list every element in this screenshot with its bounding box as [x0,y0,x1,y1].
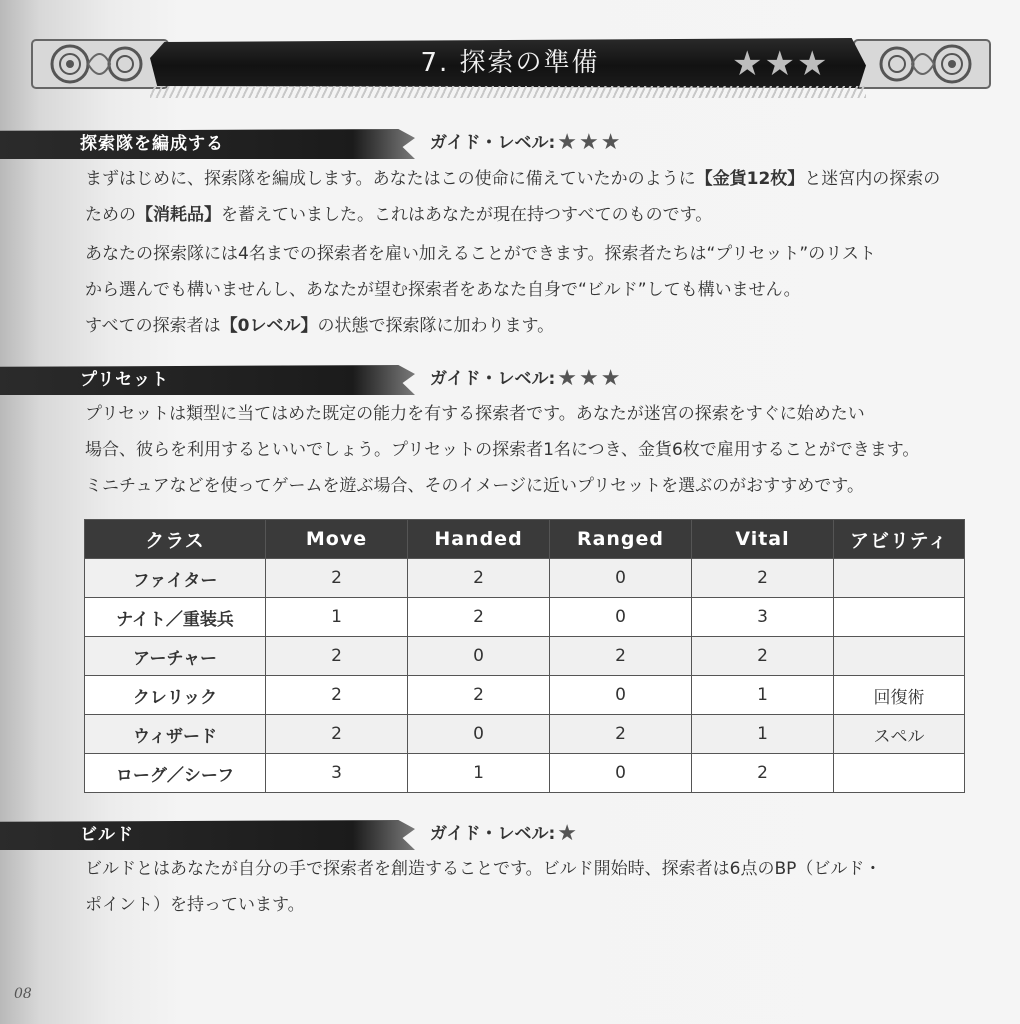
table-cell: 2 [266,637,408,676]
table-row [85,754,965,793]
text: 場合、彼らを利用するといいでしょう。プリセットの探索者1名につき、金貨6枚で雇用することができます。 [85,440,920,460]
text: プリセットは類型に当てはめた既定の能力を有する探索者です。あなたが迷宮の探索をすぐに始めたい [85,404,865,424]
star-icon: ★ [557,130,578,155]
table-cell: ウィザード [85,715,266,754]
table-cell: 1 [692,676,834,715]
table-cell: 1 [408,754,550,793]
table-cell: スペル [834,715,965,754]
guide-level-label: ガイド・レベル: [430,133,556,153]
section-title-build: ビルド [80,825,134,845]
section-bar-preset [0,365,415,395]
page-title: 7. 探索の準備 [420,48,600,78]
text: ための [85,205,136,225]
table-cell: 0 [408,637,550,676]
text: から選んでも構いませんし、あなたが望む探索者をあなた自身で“ビルド”しても構いません。 [85,280,801,300]
preset-stats-table [84,519,965,793]
title-difficulty-stars [732,44,827,84]
table-cell: 回復術 [834,676,965,715]
build-paragraph [85,851,985,923]
table-row [85,559,965,598]
party-paragraph-1 [85,161,985,233]
table-cell: 2 [692,754,834,793]
table-cell: アーチャー [85,637,266,676]
table-cell: 2 [550,637,692,676]
table-row [85,598,965,637]
text: ポイント）を持っています。 [85,895,305,915]
table-row [85,715,965,754]
table-cell: 0 [408,715,550,754]
table-cell: 0 [550,598,692,637]
column-header: Vital [692,520,834,559]
text: の状態で探索隊に加わります。 [317,316,555,336]
table-cell: ファイター [85,559,266,598]
star-icon: ★ [557,366,578,391]
table-cell [834,637,965,676]
text: を蓄えていました。これはあなたが現在持つすべてのものです。 [221,205,713,225]
party-paragraph-2 [85,236,985,344]
section-bar-build [0,820,415,850]
guide-level-preset [430,364,621,394]
table-cell: 1 [692,715,834,754]
emphasis-gold: 【金貨12枚】 [695,169,805,189]
star-icon: ★ [732,44,763,84]
column-header: アビリティ [834,520,965,559]
table-cell: 0 [550,676,692,715]
column-header: Ranged [550,520,692,559]
star-icon: ★ [764,44,795,84]
star-icon: ★ [796,44,828,84]
table-cell: 2 [408,676,550,715]
page-number: 08 [14,986,32,1002]
guide-level-label: ガイド・レベル: [430,824,556,844]
table-cell: 3 [266,754,408,793]
column-header: Handed [408,520,550,559]
column-header: Move [266,520,408,559]
star-icon: ★ [579,366,599,391]
emphasis-consumables: 【消耗品】 [136,205,221,225]
table-cell: 2 [692,559,834,598]
table-cell: 1 [266,598,408,637]
table-cell: 3 [692,598,834,637]
table-cell: 2 [266,559,408,598]
table-cell: 2 [266,676,408,715]
text: ビルドとはあなたが自分の手で探索者を創造することです。ビルド開始時、探索者は6点のBP（ビルド・ [85,859,882,879]
table-cell [834,754,965,793]
table-cell: 2 [266,715,408,754]
star-icon: ★ [579,130,599,155]
text: と迷宮内の探索の [804,169,941,189]
text: あなたの探索隊には4名までの探索者を雇い加えることができます。探索者たちは“プリセット”のリスト [85,244,876,264]
table-cell: 2 [408,598,550,637]
table-cell: クレリック [85,676,266,715]
table-cell: ローグ／シーフ [85,754,266,793]
table-cell: ナイト／重装兵 [85,598,266,637]
table-cell: 2 [692,637,834,676]
table-cell: 0 [550,559,692,598]
section-title-preset: プリセット [80,370,170,390]
table-cell [834,598,965,637]
guide-level-build [430,819,577,849]
star-icon: ★ [600,366,621,391]
table-header-row [85,520,965,559]
table-row [85,637,965,676]
star-icon: ★ [557,821,578,846]
guide-level-label: ガイド・レベル: [430,369,556,389]
table-cell: 2 [550,715,692,754]
table-cell: 2 [408,559,550,598]
table-cell: 0 [550,754,692,793]
emphasis-level: 【0レベル】 [220,316,318,336]
text: すべての探索者は [85,316,221,336]
text: ミニチュアなどを使ってゲームを遊ぶ場合、そのイメージに近いプリセットを選ぶのがおすすめです。 [85,476,864,496]
guide-level-party [430,128,621,158]
star-icon: ★ [600,130,621,155]
table-row [85,676,965,715]
table-cell [834,559,965,598]
column-header: クラス [85,520,266,559]
section-title-party: 探索隊を編成する [80,134,224,154]
preset-paragraph [85,396,985,504]
text: まずはじめに、探索隊を編成します。あなたはこの使命に備えていたかのように [85,169,696,189]
